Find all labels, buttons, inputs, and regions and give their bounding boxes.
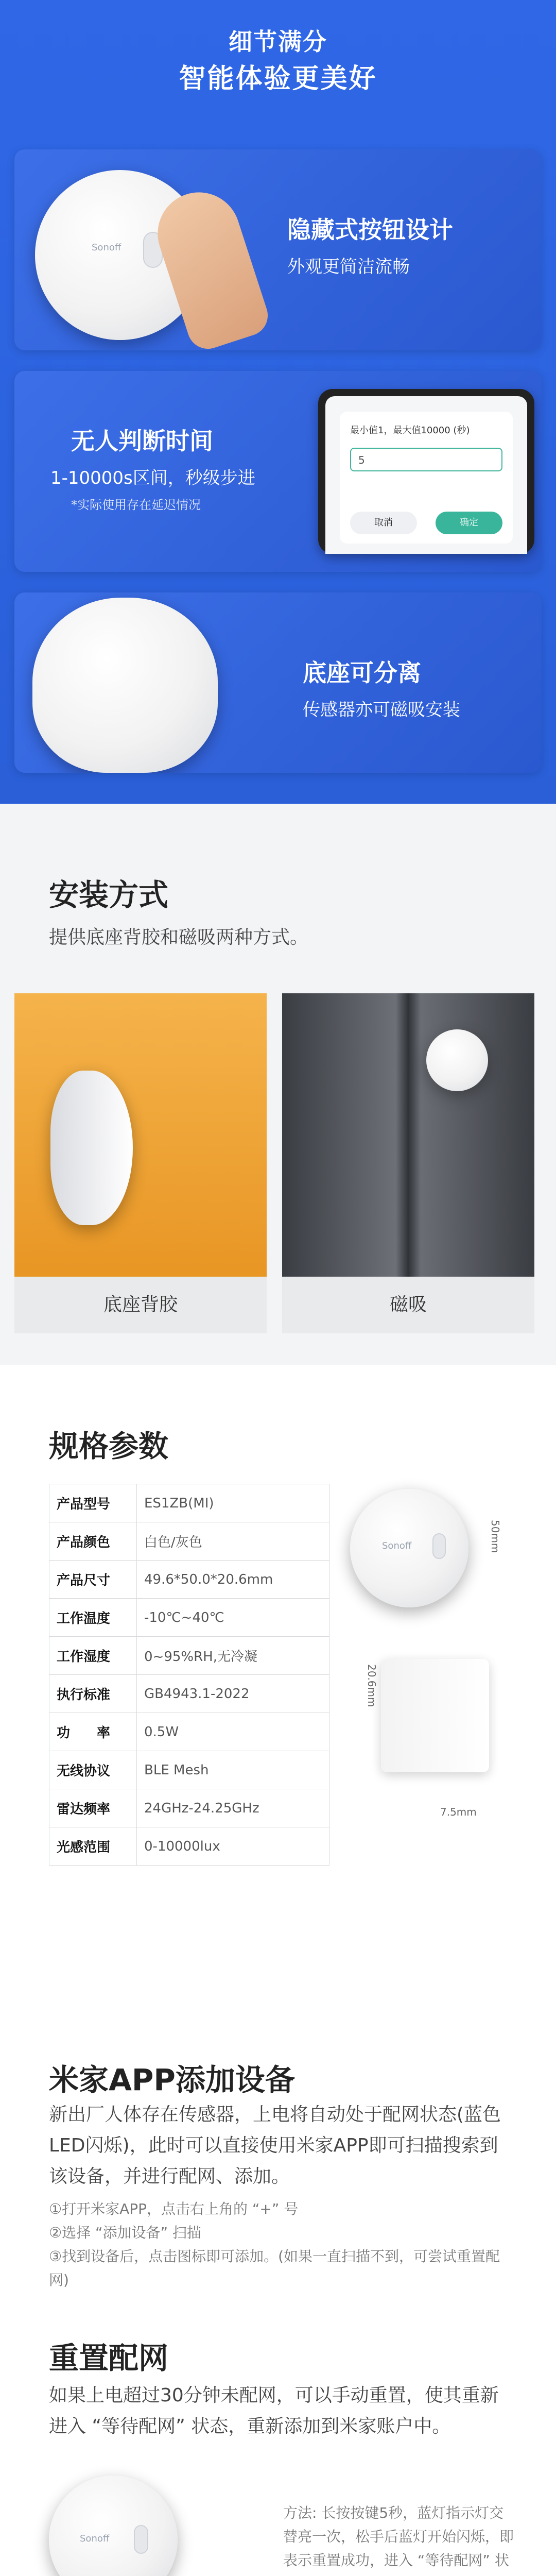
spec-row bbox=[49, 1751, 329, 1789]
spec-key: 工作温度 bbox=[49, 1599, 137, 1637]
reset-brand-label: Sonoff bbox=[80, 2533, 110, 2544]
install-adhesive-photo bbox=[14, 993, 267, 1277]
spec-row bbox=[49, 1675, 329, 1713]
spec-key: 功 率 bbox=[49, 1713, 137, 1751]
spec-button bbox=[432, 1533, 446, 1559]
spec-row bbox=[49, 1484, 329, 1522]
add-step-1: ①打开米家APP，点击右上角的 “+” 号 bbox=[49, 2200, 299, 2217]
add-step-2: ②选择 “添加设备” 扫描 bbox=[49, 2224, 201, 2241]
device-brand-label: Sonoff bbox=[92, 242, 121, 253]
spec-row bbox=[49, 1599, 329, 1637]
card2-subtitle: 1-10000s区间，秒级步进 bbox=[50, 468, 255, 488]
spec-key: 无线协议 bbox=[49, 1751, 137, 1789]
dim-height: 50mm bbox=[489, 1520, 501, 1553]
spec-value: 白色/灰色 bbox=[137, 1522, 329, 1561]
add-step-3: ③找到设备后，点击图标即可添加。(如果一直扫描不到，可尝试重置配网) bbox=[49, 2248, 500, 2289]
hero-title-line1: 细节满分 bbox=[229, 28, 327, 56]
spec-device-side bbox=[381, 1659, 489, 1772]
spec-row bbox=[49, 1789, 329, 1827]
reset-button bbox=[134, 2525, 148, 2554]
spec-key: 产品颜色 bbox=[49, 1522, 137, 1561]
hero-title-line2: 智能体验更美好 bbox=[179, 63, 377, 94]
card1-subtitle: 外观更简洁流畅 bbox=[287, 257, 410, 277]
spec-row bbox=[49, 1637, 329, 1675]
install-option-adhesive: 底座背胶 bbox=[14, 1277, 267, 1333]
sensor-on-fridge-image bbox=[426, 1029, 488, 1091]
spec-value: 24GHz-24.25GHz bbox=[137, 1789, 329, 1827]
add-desc: 新出厂人体存在传感器，上电将自动处于配网状态(蓝色LED闪烁)，此时可以直接使用米家APP即可扫描搜索到该设备，并进行配网、添加。 bbox=[49, 2104, 501, 2187]
specs-title: 规格参数 bbox=[49, 1429, 169, 1464]
dialog-range-text: 最小值1，最大值10000 (秒) bbox=[350, 425, 470, 436]
spec-row bbox=[49, 1561, 329, 1599]
spec-row bbox=[49, 1713, 329, 1751]
spec-brand-label: Sonoff bbox=[382, 1540, 412, 1551]
reset-device-image bbox=[49, 2476, 178, 2576]
phone-image bbox=[318, 389, 534, 554]
spec-row bbox=[49, 1522, 329, 1561]
card2-title: 无人判断时间 bbox=[71, 427, 213, 455]
spec-key: 产品尺寸 bbox=[49, 1561, 137, 1599]
phone-screen bbox=[325, 396, 527, 554]
add-steps bbox=[49, 2197, 512, 2292]
install-option-magnet: 磁吸 bbox=[282, 1277, 534, 1333]
spec-value: 0~95%RH,无冷凝 bbox=[137, 1637, 329, 1675]
reset-method: 方法: 长按按键5秒，蓝灯指示灯交替亮一次，松手后蓝灯开始闪烁，即表示重置成功，进入 “等待配网” 状 bbox=[283, 2504, 514, 2569]
spec-row bbox=[49, 1827, 329, 1866]
spec-key: 光感范围 bbox=[49, 1827, 137, 1866]
sensor-with-base-image bbox=[32, 598, 218, 773]
hero-band bbox=[0, 0, 556, 804]
spec-value: 0.5W bbox=[137, 1713, 329, 1751]
spec-value: GB4943.1-2022 bbox=[137, 1675, 329, 1713]
spec-key: 雷达频率 bbox=[49, 1789, 137, 1827]
reset-desc: 如果上电超过30分钟未配网，可以手动重置，使其重新进入 “等待配网” 状态，重新添加到米家账户中。 bbox=[49, 2385, 499, 2437]
spec-key: 执行标准 bbox=[49, 1675, 137, 1713]
card2-note: *实际使用存在延迟情况 bbox=[71, 498, 201, 512]
dim-depth: 20.6mm bbox=[366, 1664, 378, 1707]
timeout-dialog bbox=[340, 412, 513, 544]
card3-title: 底座可分离 bbox=[303, 659, 421, 687]
dim-width: 7.5mm bbox=[440, 1806, 477, 1818]
spec-value: ES1ZB(MI) bbox=[137, 1484, 329, 1522]
install-title: 安装方式 bbox=[49, 877, 169, 912]
spec-value: BLE Mesh bbox=[137, 1751, 329, 1789]
install-desc: 提供底座背胶和磁吸两种方式。 bbox=[49, 927, 309, 948]
install-magnet-photo bbox=[282, 993, 534, 1277]
feature-card-detachable bbox=[14, 592, 542, 773]
spec-value: 49.6*50.0*20.6mm bbox=[137, 1561, 329, 1599]
card3-subtitle: 传感器亦可磁吸安装 bbox=[303, 700, 460, 720]
dialog-ok-button[interactable]: 确定 bbox=[436, 512, 502, 534]
reset-title: 重置配网 bbox=[49, 2341, 169, 2376]
timeout-input[interactable]: 5 bbox=[350, 448, 502, 471]
feature-card-hidden-button bbox=[14, 149, 542, 350]
add-title: 米家APP添加设备 bbox=[49, 2062, 295, 2097]
spec-key: 工作湿度 bbox=[49, 1637, 137, 1675]
spec-table bbox=[49, 1484, 329, 1866]
spec-value: 0-10000lux bbox=[137, 1827, 329, 1866]
sensor-on-wall-image bbox=[50, 1071, 133, 1225]
feature-card-timeout bbox=[14, 371, 542, 572]
spec-device-front bbox=[350, 1489, 468, 1607]
card1-title: 隐藏式按钮设计 bbox=[287, 216, 453, 244]
spec-value: -10℃~40℃ bbox=[137, 1599, 329, 1637]
spec-key: 产品型号 bbox=[49, 1484, 137, 1522]
dialog-cancel-button[interactable]: 取消 bbox=[350, 512, 417, 534]
